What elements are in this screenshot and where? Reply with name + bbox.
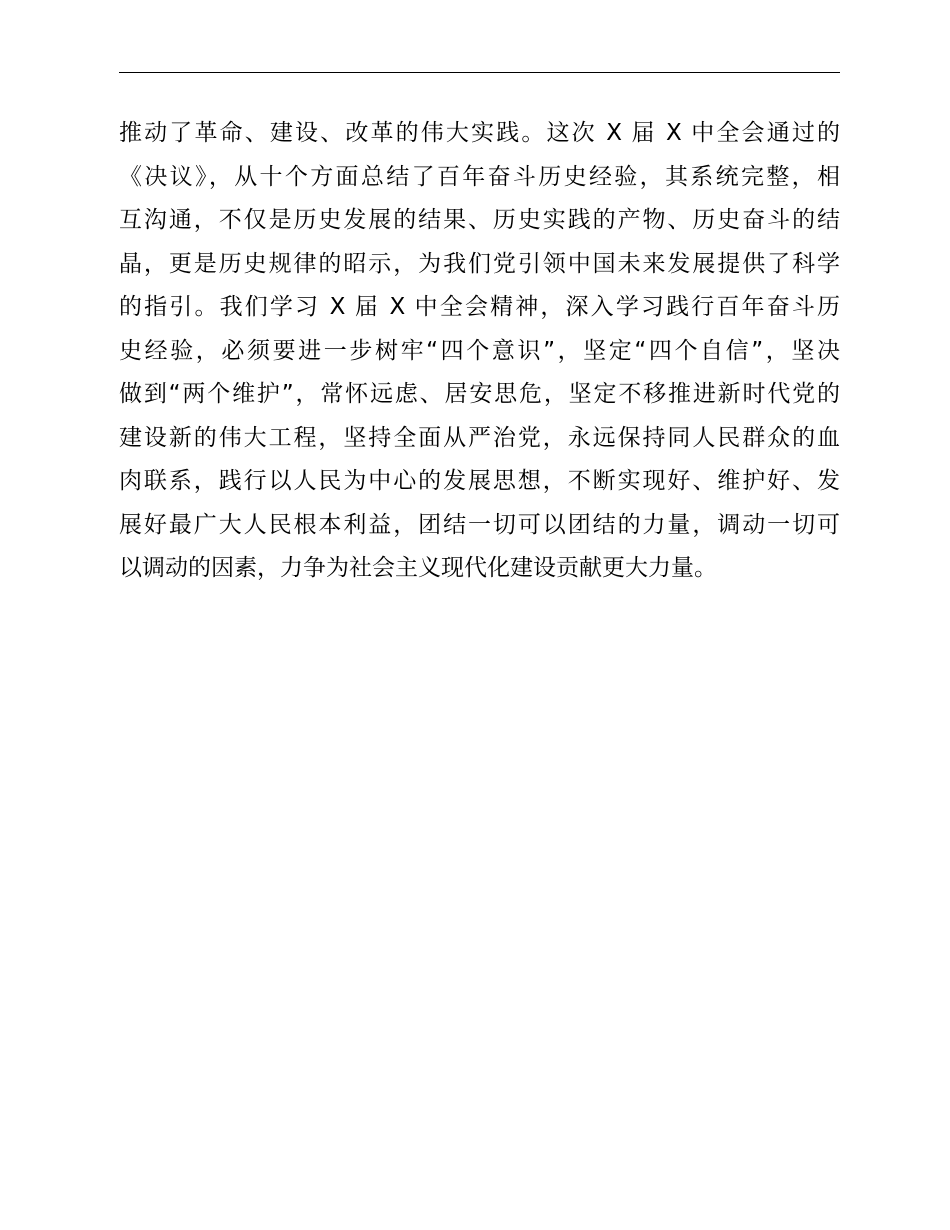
text-line: 建设新的伟大工程，坚持全面从严治党，永远保持同人民群众的血: [119, 424, 840, 451]
text-line: 推动了革命、建设、改革的伟大实践。这次 X 届 X 中全会通过的: [119, 120, 840, 146]
text-line: 互沟通，不仅是历史发展的结果、历史实践的产物、历史奋斗的结: [119, 207, 840, 233]
text-line: 肉联系，践行以人民为中心的发展思想，不断实现好、维护好、发: [119, 468, 840, 494]
text-line: 展好最广大人民根本利益，团结一切可以团结的力量，调动一切可: [119, 511, 840, 538]
text-line: 以调动的因素，力争为社会主义现代化建设贡献更大力量。: [119, 555, 717, 581]
text-line: 《决议》，从十个方面总结了百年奋斗历史经验，其系统完整，相: [119, 163, 840, 190]
text-line: 做到“两个维护”，常怀远虑、居安思危，坚定不移推进新时代党的: [119, 381, 840, 407]
body-paragraph: [119, 112, 840, 591]
text-line: 史经验，必须要进一步树牢“四个意识”，坚定“四个自信”，坚决: [119, 337, 840, 364]
text-line: 晶，更是历史规律的昭示，为我们党引领中国未来发展提供了科学: [119, 250, 840, 277]
text-line: 的指引。我们学习 X 届 X 中全会精神，深入学习践行百年奋斗历: [119, 294, 840, 320]
header-rule: [119, 72, 840, 73]
